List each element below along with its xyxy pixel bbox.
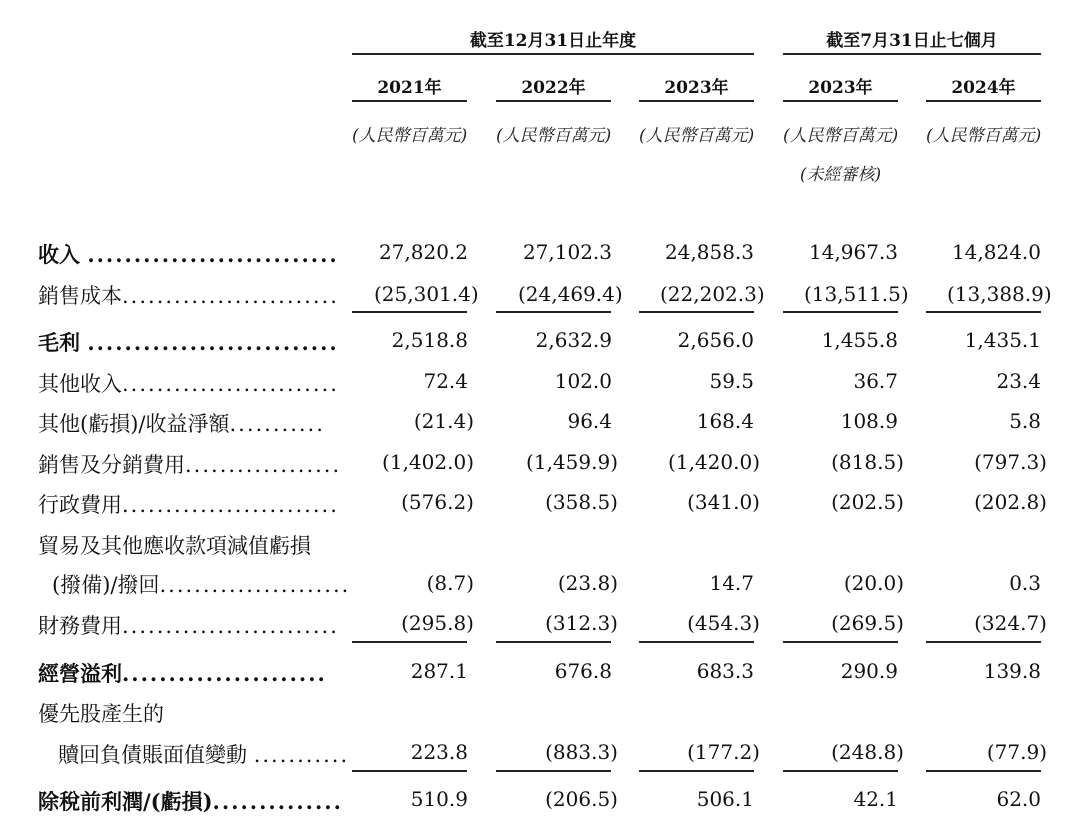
- row-3-value-2021: 72.4: [423, 369, 468, 393]
- row-label-selling-distribution-expenses: 銷售及分銷費用..................: [38, 453, 342, 477]
- row-9-value-2022: 676.8: [554, 659, 612, 683]
- row-8-value-2023-7m: (269.5): [831, 611, 904, 635]
- subtotal-rule: [639, 770, 754, 772]
- row-11-value-2023: 506.1: [696, 787, 754, 811]
- row-10-value-2023: (177.2): [687, 740, 760, 764]
- row-10-value-2022: (883.3): [545, 740, 618, 764]
- row-7-value-2023: 14.7: [709, 571, 754, 595]
- unit-label: (人民幣百萬元): [926, 126, 1042, 146]
- row-6-value-2024-7m: (202.8): [974, 490, 1047, 514]
- row-3-value-2024-7m: 23.4: [996, 369, 1041, 393]
- row-8-value-2022: (312.3): [545, 611, 618, 635]
- subtotal-rule: [926, 641, 1041, 643]
- unit-label: (人民幣百萬元): [783, 126, 899, 146]
- row-10-value-2024-7m: (77.9): [986, 740, 1047, 764]
- year-header-2023-seven-months: 2023年: [808, 78, 873, 98]
- row-label-preferred-shares-line2: 贖回負債賬面值變動 ...........: [58, 743, 350, 767]
- row-label-impairment-receivables: 貿易及其他應收款項減值虧損: [38, 534, 311, 558]
- row-0-value-2021: 27,820.2: [378, 240, 468, 264]
- row-label-profit-before-tax: 除稅前利潤/(虧損)..............: [38, 789, 343, 814]
- year-rule: [783, 100, 898, 102]
- row-8-value-2023: (454.3): [687, 611, 760, 635]
- subtotal-rule: [496, 770, 611, 772]
- row-0-value-2024-7m: 14,824.0: [951, 240, 1041, 264]
- row-0-value-2023: 24,858.3: [664, 240, 754, 264]
- year-rule: [926, 100, 1041, 102]
- row-1-value-2022: (24,469.4): [518, 282, 623, 306]
- subtotal-rule: [926, 770, 1041, 772]
- row-label-operating-profit: 經營溢利......................: [38, 661, 327, 686]
- year-rule: [496, 100, 611, 102]
- row-4-value-2024-7m: 5.8: [1009, 409, 1041, 433]
- year-rule: [639, 100, 754, 102]
- subtotal-rule: [783, 641, 898, 643]
- row-1-value-2023: (22,202.3): [660, 282, 765, 306]
- row-2-value-2023: 2,656.0: [677, 328, 754, 352]
- row-2-value-2022: 2,632.9: [535, 328, 612, 352]
- row-label-finance-costs: 財務費用.........................: [38, 614, 339, 638]
- row-1-value-2023-7m: (13,511.5): [804, 282, 909, 306]
- row-9-value-2023-7m: 290.9: [840, 659, 898, 683]
- year-rule: [352, 100, 467, 102]
- row-label-revenue: 收入 ...........................: [38, 242, 339, 267]
- row-9-value-2023: 683.3: [696, 659, 754, 683]
- row-0-value-2023-7m: 14,967.3: [808, 240, 898, 264]
- row-5-value-2021: (1,402.0): [382, 450, 474, 474]
- row-2-value-2024-7m: 1,435.1: [964, 328, 1041, 352]
- row-2-value-2021: 2,518.8: [391, 328, 468, 352]
- subtotal-rule: [783, 311, 898, 313]
- row-label-other-income: 其他收入.........................: [38, 372, 339, 396]
- row-10-value-2021: 223.8: [410, 740, 468, 764]
- row-7-value-2024-7m: 0.3: [1009, 571, 1041, 595]
- row-7-value-2022: (23.8): [557, 571, 618, 595]
- row-11-value-2022: (206.5): [545, 787, 618, 811]
- subtotal-rule: [352, 311, 467, 313]
- subtotal-rule: [352, 641, 467, 643]
- subtotal-rule: [496, 641, 611, 643]
- row-6-value-2023-7m: (202.5): [831, 490, 904, 514]
- year-header-2024-seven-months: 2024年: [951, 78, 1016, 98]
- row-10-value-2023-7m: (248.8): [831, 740, 904, 764]
- row-7-value-2023-7m: (20.0): [843, 571, 904, 595]
- row-5-value-2023: (1,420.0): [668, 450, 760, 474]
- unit-label: (人民幣百萬元): [352, 126, 468, 146]
- row-5-value-2024-7m: (797.3): [974, 450, 1047, 474]
- row-2-value-2023-7m: 1,455.8: [821, 328, 898, 352]
- unit-label: (人民幣百萬元): [639, 126, 755, 146]
- row-11-value-2023-7m: 42.1: [853, 787, 898, 811]
- unit-label: (人民幣百萬元): [496, 126, 612, 146]
- header-group-seven-months: 截至7月31日止七個月: [826, 31, 998, 51]
- row-label-preferred-shares: 優先股產生的: [38, 702, 164, 726]
- row-5-value-2023-7m: (818.5): [831, 450, 904, 474]
- row-9-value-2021: 287.1: [410, 659, 468, 683]
- row-3-value-2023: 59.5: [709, 369, 754, 393]
- year-header-2023: 2023年: [664, 78, 729, 98]
- unaudited-label: (未經審核): [799, 165, 882, 185]
- row-label-administrative-expenses: 行政費用.........................: [38, 493, 339, 517]
- row-11-value-2021: 510.9: [410, 787, 468, 811]
- header-group-seven-months-rule: [783, 53, 1041, 55]
- subtotal-rule: [639, 311, 754, 313]
- row-0-value-2022: 27,102.3: [522, 240, 612, 264]
- row-6-value-2022: (358.5): [545, 490, 618, 514]
- row-7-value-2021: (8.7): [426, 571, 474, 595]
- row-3-value-2022: 102.0: [554, 369, 612, 393]
- row-5-value-2022: (1,459.9): [526, 450, 618, 474]
- row-4-value-2023: 168.4: [696, 409, 754, 433]
- row-label-impairment-receivables-line2: (撥備)/撥回......................: [52, 573, 351, 597]
- header-group-fiscal-year: 截至12月31日止年度: [469, 31, 637, 51]
- row-4-value-2023-7m: 108.9: [840, 409, 898, 433]
- header-group-fiscal-year-rule: [352, 53, 754, 55]
- row-1-value-2021: (25,301.4): [374, 282, 479, 306]
- row-9-value-2024-7m: 139.8: [983, 659, 1041, 683]
- row-6-value-2021: (576.2): [401, 490, 474, 514]
- row-label-cost-of-sales: 銷售成本.........................: [38, 284, 339, 308]
- subtotal-rule: [783, 770, 898, 772]
- row-1-value-2024-7m: (13,388.9): [947, 282, 1052, 306]
- row-8-value-2024-7m: (324.7): [974, 611, 1047, 635]
- row-label-other-gains-losses: 其他(虧損)/收益淨額...........: [38, 412, 325, 436]
- row-4-value-2021: (21.4): [413, 409, 474, 433]
- row-8-value-2021: (295.8): [401, 611, 474, 635]
- row-3-value-2023-7m: 36.7: [853, 369, 898, 393]
- subtotal-rule: [926, 311, 1041, 313]
- row-11-value-2024-7m: 62.0: [996, 787, 1041, 811]
- subtotal-rule: [639, 641, 754, 643]
- subtotal-rule: [496, 311, 611, 313]
- row-4-value-2022: 96.4: [567, 409, 612, 433]
- row-6-value-2023: (341.0): [687, 490, 760, 514]
- row-label-gross-profit: 毛利 ...........................: [38, 330, 339, 355]
- year-header-2021: 2021年: [377, 78, 442, 98]
- subtotal-rule: [352, 770, 467, 772]
- year-header-2022: 2022年: [521, 78, 586, 98]
